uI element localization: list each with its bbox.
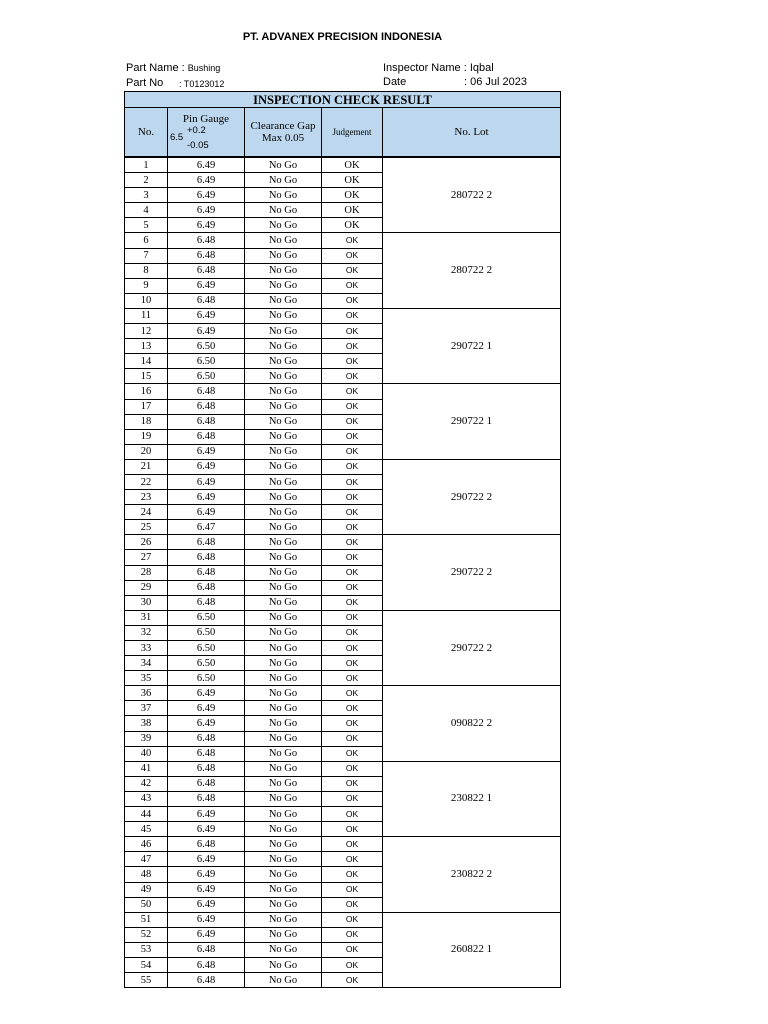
cell-judgement: OK bbox=[322, 927, 383, 942]
cell-judgement: OK bbox=[322, 837, 383, 852]
cell-clearance-gap: No Go bbox=[245, 248, 322, 263]
cell-no: 14 bbox=[125, 354, 168, 369]
cell-no: 41 bbox=[125, 761, 168, 776]
cell-clearance-gap: No Go bbox=[245, 580, 322, 595]
cell-judgement: OK bbox=[322, 354, 383, 369]
cell-clearance-gap: No Go bbox=[245, 550, 322, 565]
cell-judgement: OK bbox=[322, 248, 383, 263]
cell-no: 10 bbox=[125, 293, 168, 308]
cell-judgement: OK bbox=[322, 807, 383, 822]
cell-no: 38 bbox=[125, 716, 168, 731]
cell-pin-gauge: 6.48 bbox=[168, 233, 245, 248]
cell-no: 17 bbox=[125, 399, 168, 414]
cell-clearance-gap: No Go bbox=[245, 414, 322, 429]
cell-no: 37 bbox=[125, 701, 168, 716]
cell-no: 49 bbox=[125, 882, 168, 897]
cell-judgement: OK bbox=[322, 233, 383, 248]
clearance-gap-max: Max 0.05 bbox=[261, 132, 305, 144]
cell-pin-gauge: 6.49 bbox=[168, 822, 245, 837]
cell-clearance-gap: No Go bbox=[245, 157, 322, 173]
cell-no: 31 bbox=[125, 610, 168, 625]
cell-no: 26 bbox=[125, 535, 168, 550]
cell-pin-gauge: 6.49 bbox=[168, 278, 245, 293]
cell-judgement: OK bbox=[322, 882, 383, 897]
cell-pin-gauge: 6.48 bbox=[168, 263, 245, 278]
cell-clearance-gap: No Go bbox=[245, 656, 322, 671]
cell-judgement: OK bbox=[322, 641, 383, 656]
cell-lot: 290722 2 bbox=[383, 610, 561, 685]
cell-pin-gauge: 6.48 bbox=[168, 942, 245, 957]
cell-clearance-gap: No Go bbox=[245, 173, 322, 188]
cell-lot: 230822 1 bbox=[383, 761, 561, 836]
cell-no: 23 bbox=[125, 490, 168, 505]
cell-pin-gauge: 6.48 bbox=[168, 565, 245, 580]
cell-judgement: OK bbox=[322, 520, 383, 535]
cell-pin-gauge: 6.48 bbox=[168, 731, 245, 746]
table-row bbox=[125, 233, 561, 248]
cell-no: 47 bbox=[125, 852, 168, 867]
part-name-row bbox=[126, 62, 220, 74]
cell-no: 34 bbox=[125, 656, 168, 671]
cell-no: 54 bbox=[125, 957, 168, 972]
table-row bbox=[125, 384, 561, 399]
pin-gauge-label: Pin Gauge bbox=[182, 113, 230, 125]
cell-pin-gauge: 6.49 bbox=[168, 324, 245, 339]
cell-judgement: OK bbox=[322, 157, 383, 173]
cell-judgement: OK bbox=[322, 776, 383, 791]
cell-clearance-gap: No Go bbox=[245, 474, 322, 489]
cell-judgement: OK bbox=[322, 263, 383, 278]
cell-pin-gauge: 6.48 bbox=[168, 399, 245, 414]
cell-no: 12 bbox=[125, 324, 168, 339]
cell-judgement: OK bbox=[322, 535, 383, 550]
table-row bbox=[125, 610, 561, 625]
cell-clearance-gap: No Go bbox=[245, 822, 322, 837]
cell-clearance-gap: No Go bbox=[245, 791, 322, 806]
table-body bbox=[125, 157, 561, 988]
cell-no: 45 bbox=[125, 822, 168, 837]
cell-judgement: OK bbox=[322, 761, 383, 776]
cell-no: 33 bbox=[125, 641, 168, 656]
cell-judgement: OK bbox=[322, 173, 383, 188]
pin-gauge-tolerance bbox=[168, 125, 244, 151]
cell-no: 44 bbox=[125, 807, 168, 822]
inspector-row bbox=[383, 62, 494, 74]
cell-clearance-gap: No Go bbox=[245, 746, 322, 761]
cell-clearance-gap: No Go bbox=[245, 278, 322, 293]
cell-no: 2 bbox=[125, 173, 168, 188]
cell-judgement: OK bbox=[322, 791, 383, 806]
cell-clearance-gap: No Go bbox=[245, 973, 322, 988]
cell-pin-gauge: 6.50 bbox=[168, 625, 245, 640]
cell-clearance-gap: No Go bbox=[245, 927, 322, 942]
cell-no: 46 bbox=[125, 837, 168, 852]
cell-judgement: OK bbox=[322, 505, 383, 520]
cell-judgement: OK bbox=[322, 218, 383, 233]
cell-pin-gauge: 6.48 bbox=[168, 595, 245, 610]
cell-clearance-gap: No Go bbox=[245, 912, 322, 927]
cell-no: 35 bbox=[125, 671, 168, 686]
cell-judgement: OK bbox=[322, 671, 383, 686]
clearance-gap-label: Clearance Gap bbox=[250, 120, 316, 132]
cell-judgement: OK bbox=[322, 973, 383, 988]
cell-no: 51 bbox=[125, 912, 168, 927]
table-row bbox=[125, 686, 561, 701]
cell-judgement: OK bbox=[322, 957, 383, 972]
cell-judgement: OK bbox=[322, 324, 383, 339]
cell-judgement: OK bbox=[322, 490, 383, 505]
cell-lot: 290722 2 bbox=[383, 459, 561, 534]
cell-no: 9 bbox=[125, 278, 168, 293]
cell-no: 55 bbox=[125, 973, 168, 988]
cell-no: 5 bbox=[125, 218, 168, 233]
cell-no: 39 bbox=[125, 731, 168, 746]
cell-clearance-gap: No Go bbox=[245, 686, 322, 701]
cell-clearance-gap: No Go bbox=[245, 716, 322, 731]
cell-clearance-gap: No Go bbox=[245, 535, 322, 550]
inspector-value: Iqbal bbox=[469, 62, 494, 74]
table-row bbox=[125, 761, 561, 776]
cell-pin-gauge: 6.48 bbox=[168, 248, 245, 263]
cell-pin-gauge: 6.49 bbox=[168, 157, 245, 173]
cell-no: 3 bbox=[125, 188, 168, 203]
cell-clearance-gap: No Go bbox=[245, 595, 322, 610]
cell-lot: 280722 2 bbox=[383, 157, 561, 233]
cell-pin-gauge: 6.49 bbox=[168, 490, 245, 505]
cell-pin-gauge: 6.50 bbox=[168, 339, 245, 354]
cell-clearance-gap: No Go bbox=[245, 444, 322, 459]
cell-judgement: OK bbox=[322, 656, 383, 671]
cell-no: 48 bbox=[125, 867, 168, 882]
cell-clearance-gap: No Go bbox=[245, 459, 322, 474]
cell-clearance-gap: No Go bbox=[245, 233, 322, 248]
table-title: INSPECTION CHECK RESULT bbox=[125, 92, 561, 108]
col-header-judgement: Judgement bbox=[322, 108, 383, 158]
cell-judgement: OK bbox=[322, 686, 383, 701]
cell-pin-gauge: 6.50 bbox=[168, 610, 245, 625]
cell-clearance-gap: No Go bbox=[245, 852, 322, 867]
cell-pin-gauge: 6.48 bbox=[168, 580, 245, 595]
cell-lot: 230822 2 bbox=[383, 837, 561, 912]
cell-pin-gauge: 6.49 bbox=[168, 927, 245, 942]
cell-judgement: OK bbox=[322, 822, 383, 837]
cell-judgement: OK bbox=[322, 867, 383, 882]
cell-pin-gauge: 6.50 bbox=[168, 641, 245, 656]
date-label: Date bbox=[383, 76, 407, 88]
cell-no: 28 bbox=[125, 565, 168, 580]
cell-judgement: OK bbox=[322, 414, 383, 429]
cell-judgement: OK bbox=[322, 384, 383, 399]
cell-no: 21 bbox=[125, 459, 168, 474]
cell-clearance-gap: No Go bbox=[245, 384, 322, 399]
cell-no: 20 bbox=[125, 444, 168, 459]
cell-clearance-gap: No Go bbox=[245, 897, 322, 912]
cell-judgement: OK bbox=[322, 942, 383, 957]
pin-gauge-base: 6.5 bbox=[170, 132, 184, 143]
cell-pin-gauge: 6.49 bbox=[168, 173, 245, 188]
date-value: : 06 Jul 2023 bbox=[464, 76, 527, 88]
cell-no: 16 bbox=[125, 384, 168, 399]
cell-clearance-gap: No Go bbox=[245, 308, 322, 323]
cell-judgement: OK bbox=[322, 293, 383, 308]
cell-clearance-gap: No Go bbox=[245, 761, 322, 776]
cell-clearance-gap: No Go bbox=[245, 867, 322, 882]
cell-judgement: OK bbox=[322, 444, 383, 459]
cell-pin-gauge: 6.48 bbox=[168, 414, 245, 429]
cell-clearance-gap: No Go bbox=[245, 776, 322, 791]
col-header-pin-gauge bbox=[168, 108, 245, 158]
cell-no: 30 bbox=[125, 595, 168, 610]
cell-pin-gauge: 6.48 bbox=[168, 535, 245, 550]
cell-no: 52 bbox=[125, 927, 168, 942]
cell-no: 15 bbox=[125, 369, 168, 384]
cell-lot: 290722 2 bbox=[383, 535, 561, 610]
cell-pin-gauge: 6.49 bbox=[168, 867, 245, 882]
part-no-value: : T0123012 bbox=[179, 79, 225, 89]
cell-judgement: OK bbox=[322, 595, 383, 610]
cell-clearance-gap: No Go bbox=[245, 565, 322, 580]
cell-pin-gauge: 6.48 bbox=[168, 761, 245, 776]
cell-clearance-gap: No Go bbox=[245, 354, 322, 369]
cell-judgement: OK bbox=[322, 701, 383, 716]
cell-pin-gauge: 6.50 bbox=[168, 671, 245, 686]
cell-judgement: OK bbox=[322, 565, 383, 580]
cell-lot: 290722 1 bbox=[383, 384, 561, 459]
table-row bbox=[125, 535, 561, 550]
cell-judgement: OK bbox=[322, 474, 383, 489]
cell-no: 19 bbox=[125, 429, 168, 444]
cell-no: 7 bbox=[125, 248, 168, 263]
cell-clearance-gap: No Go bbox=[245, 429, 322, 444]
inspector-label: Inspector Name : bbox=[383, 62, 467, 74]
cell-clearance-gap: No Go bbox=[245, 882, 322, 897]
cell-no: 25 bbox=[125, 520, 168, 535]
cell-clearance-gap: No Go bbox=[245, 731, 322, 746]
cell-no: 22 bbox=[125, 474, 168, 489]
cell-no: 11 bbox=[125, 308, 168, 323]
cell-no: 8 bbox=[125, 263, 168, 278]
cell-no: 36 bbox=[125, 686, 168, 701]
cell-judgement: OK bbox=[322, 339, 383, 354]
cell-pin-gauge: 6.47 bbox=[168, 520, 245, 535]
cell-clearance-gap: No Go bbox=[245, 188, 322, 203]
cell-pin-gauge: 6.49 bbox=[168, 444, 245, 459]
cell-pin-gauge: 6.49 bbox=[168, 188, 245, 203]
cell-clearance-gap: No Go bbox=[245, 505, 322, 520]
cell-lot: 260822 1 bbox=[383, 912, 561, 987]
cell-judgement: OK bbox=[322, 459, 383, 474]
cell-pin-gauge: 6.48 bbox=[168, 791, 245, 806]
cell-no: 42 bbox=[125, 776, 168, 791]
cell-judgement: OK bbox=[322, 852, 383, 867]
cell-judgement: OK bbox=[322, 912, 383, 927]
cell-pin-gauge: 6.50 bbox=[168, 656, 245, 671]
cell-judgement: OK bbox=[322, 610, 383, 625]
cell-pin-gauge: 6.48 bbox=[168, 429, 245, 444]
table-row bbox=[125, 308, 561, 323]
cell-pin-gauge: 6.48 bbox=[168, 384, 245, 399]
cell-judgement: OK bbox=[322, 625, 383, 640]
table-row bbox=[125, 837, 561, 852]
table-row bbox=[125, 157, 561, 173]
table-row bbox=[125, 459, 561, 474]
cell-no: 24 bbox=[125, 505, 168, 520]
cell-pin-gauge: 6.49 bbox=[168, 897, 245, 912]
cell-clearance-gap: No Go bbox=[245, 807, 322, 822]
inspection-table bbox=[124, 91, 561, 988]
cell-pin-gauge: 6.49 bbox=[168, 459, 245, 474]
cell-clearance-gap: No Go bbox=[245, 671, 322, 686]
cell-no: 13 bbox=[125, 339, 168, 354]
cell-lot: 090822 2 bbox=[383, 686, 561, 761]
col-header-clearance-gap bbox=[245, 108, 322, 158]
cell-pin-gauge: 6.49 bbox=[168, 218, 245, 233]
cell-clearance-gap: No Go bbox=[245, 369, 322, 384]
cell-pin-gauge: 6.49 bbox=[168, 912, 245, 927]
cell-clearance-gap: No Go bbox=[245, 701, 322, 716]
part-name-label: Part Name : bbox=[126, 62, 185, 74]
part-name-value: Bushing bbox=[187, 63, 221, 73]
cell-judgement: OK bbox=[322, 731, 383, 746]
cell-no: 27 bbox=[125, 550, 168, 565]
cell-judgement: OK bbox=[322, 278, 383, 293]
cell-no: 53 bbox=[125, 942, 168, 957]
cell-pin-gauge: 6.50 bbox=[168, 354, 245, 369]
cell-pin-gauge: 6.48 bbox=[168, 550, 245, 565]
cell-judgement: OK bbox=[322, 746, 383, 761]
cell-clearance-gap: No Go bbox=[245, 399, 322, 414]
cell-clearance-gap: No Go bbox=[245, 324, 322, 339]
cell-clearance-gap: No Go bbox=[245, 837, 322, 852]
cell-clearance-gap: No Go bbox=[245, 942, 322, 957]
col-header-no: No. bbox=[125, 108, 168, 158]
cell-pin-gauge: 6.48 bbox=[168, 973, 245, 988]
cell-pin-gauge: 6.49 bbox=[168, 807, 245, 822]
cell-pin-gauge: 6.49 bbox=[168, 505, 245, 520]
cell-no: 6 bbox=[125, 233, 168, 248]
cell-judgement: OK bbox=[322, 580, 383, 595]
company-title: PT. ADVANEX PRECISION INDONESIA bbox=[242, 31, 443, 43]
cell-clearance-gap: No Go bbox=[245, 263, 322, 278]
cell-no: 1 bbox=[125, 157, 168, 173]
cell-clearance-gap: No Go bbox=[245, 490, 322, 505]
cell-pin-gauge: 6.49 bbox=[168, 474, 245, 489]
cell-judgement: OK bbox=[322, 369, 383, 384]
cell-pin-gauge: 6.48 bbox=[168, 776, 245, 791]
cell-clearance-gap: No Go bbox=[245, 339, 322, 354]
cell-pin-gauge: 6.49 bbox=[168, 716, 245, 731]
cell-judgement: OK bbox=[322, 188, 383, 203]
cell-no: 43 bbox=[125, 791, 168, 806]
table-row bbox=[125, 912, 561, 927]
cell-lot: 280722 2 bbox=[383, 233, 561, 308]
cell-clearance-gap: No Go bbox=[245, 625, 322, 640]
cell-judgement: OK bbox=[322, 308, 383, 323]
pin-gauge-lower: -0.05 bbox=[187, 140, 209, 151]
cell-judgement: OK bbox=[322, 550, 383, 565]
cell-pin-gauge: 6.48 bbox=[168, 837, 245, 852]
part-no-label: Part No bbox=[126, 77, 164, 89]
cell-clearance-gap: No Go bbox=[245, 610, 322, 625]
cell-pin-gauge: 6.49 bbox=[168, 308, 245, 323]
cell-judgement: OK bbox=[322, 897, 383, 912]
cell-clearance-gap: No Go bbox=[245, 218, 322, 233]
cell-no: 4 bbox=[125, 203, 168, 218]
cell-clearance-gap: No Go bbox=[245, 641, 322, 656]
cell-judgement: OK bbox=[322, 203, 383, 218]
cell-no: 40 bbox=[125, 746, 168, 761]
cell-pin-gauge: 6.49 bbox=[168, 686, 245, 701]
cell-no: 50 bbox=[125, 897, 168, 912]
cell-no: 32 bbox=[125, 625, 168, 640]
cell-pin-gauge: 6.49 bbox=[168, 852, 245, 867]
cell-pin-gauge: 6.49 bbox=[168, 203, 245, 218]
cell-pin-gauge: 6.48 bbox=[168, 293, 245, 308]
cell-no: 18 bbox=[125, 414, 168, 429]
col-header-lot: No. Lot bbox=[383, 108, 561, 158]
cell-judgement: OK bbox=[322, 716, 383, 731]
cell-pin-gauge: 6.48 bbox=[168, 957, 245, 972]
cell-judgement: OK bbox=[322, 429, 383, 444]
cell-clearance-gap: No Go bbox=[245, 293, 322, 308]
cell-clearance-gap: No Go bbox=[245, 957, 322, 972]
pin-gauge-upper: +0.2 bbox=[187, 125, 206, 136]
cell-no: 29 bbox=[125, 580, 168, 595]
cell-pin-gauge: 6.49 bbox=[168, 701, 245, 716]
cell-clearance-gap: No Go bbox=[245, 520, 322, 535]
cell-pin-gauge: 6.49 bbox=[168, 882, 245, 897]
cell-clearance-gap: No Go bbox=[245, 203, 322, 218]
cell-lot: 290722 1 bbox=[383, 308, 561, 383]
cell-judgement: OK bbox=[322, 399, 383, 414]
cell-pin-gauge: 6.50 bbox=[168, 369, 245, 384]
cell-pin-gauge: 6.48 bbox=[168, 746, 245, 761]
